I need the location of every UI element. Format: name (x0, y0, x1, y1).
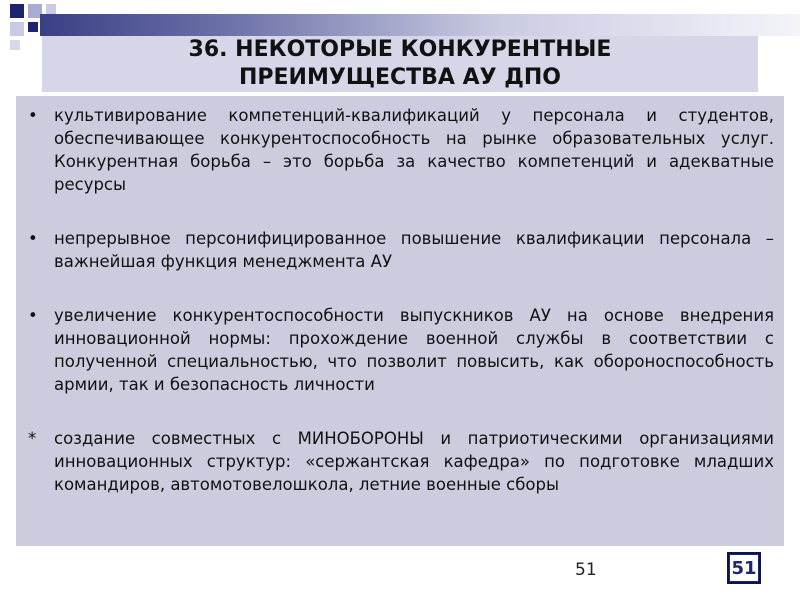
list-item (28, 304, 774, 396)
page-badge-number: 51 (730, 555, 758, 581)
content-panel (16, 96, 784, 546)
list-item (28, 427, 774, 496)
list-item (28, 104, 774, 196)
list-item-text: непрерывное персонифицированное повышение квалификации персонала – важнейшая функция менеджмента АУ (54, 229, 774, 271)
asterisk-icon: * (28, 429, 37, 448)
bullet-icon: • (28, 306, 38, 325)
bullet-icon: • (28, 229, 38, 248)
list-item-text: создание совместных с МИНОБОРОНЫ и патриотическими организациями инновационных структур: «сержантская кафедра» по подготовке младших командиров, автомотовелошкола, летние военные сборы (54, 429, 774, 494)
list-item-text: увеличение конкурентоспособности выпускников АУ на основе внедрения инновационной нормы: прохождение военной службы в соответствии с полученной специальностью, что позволит повысить, как обороноспособность армии, так и безопасность личности (54, 306, 774, 394)
list-item-text: культивирование компетенций-квалификаций у персонала и студентов, обеспечивающее конкурентоспособность на рынке образовательных услуг. Конкурентная борьба – это борьба за качество компетенций и адекватные ресурсы (54, 106, 774, 194)
slide-title-line-2: ПРЕИМУЩЕСТВА АУ ДПО (238, 65, 561, 90)
spacer (28, 273, 774, 304)
spacer (28, 196, 774, 227)
title-panel (42, 36, 758, 92)
header-gradient-bar (40, 14, 800, 36)
page-number: 51 (575, 560, 597, 580)
slide-title (189, 36, 612, 92)
page-badge (727, 552, 761, 584)
slide-title-line-1: 36. НЕКОТОРЫЕ КОНКУРЕНТНЫЕ (188, 37, 612, 62)
bullet-icon: • (28, 106, 38, 125)
spacer (28, 396, 774, 427)
list-item (28, 227, 774, 273)
